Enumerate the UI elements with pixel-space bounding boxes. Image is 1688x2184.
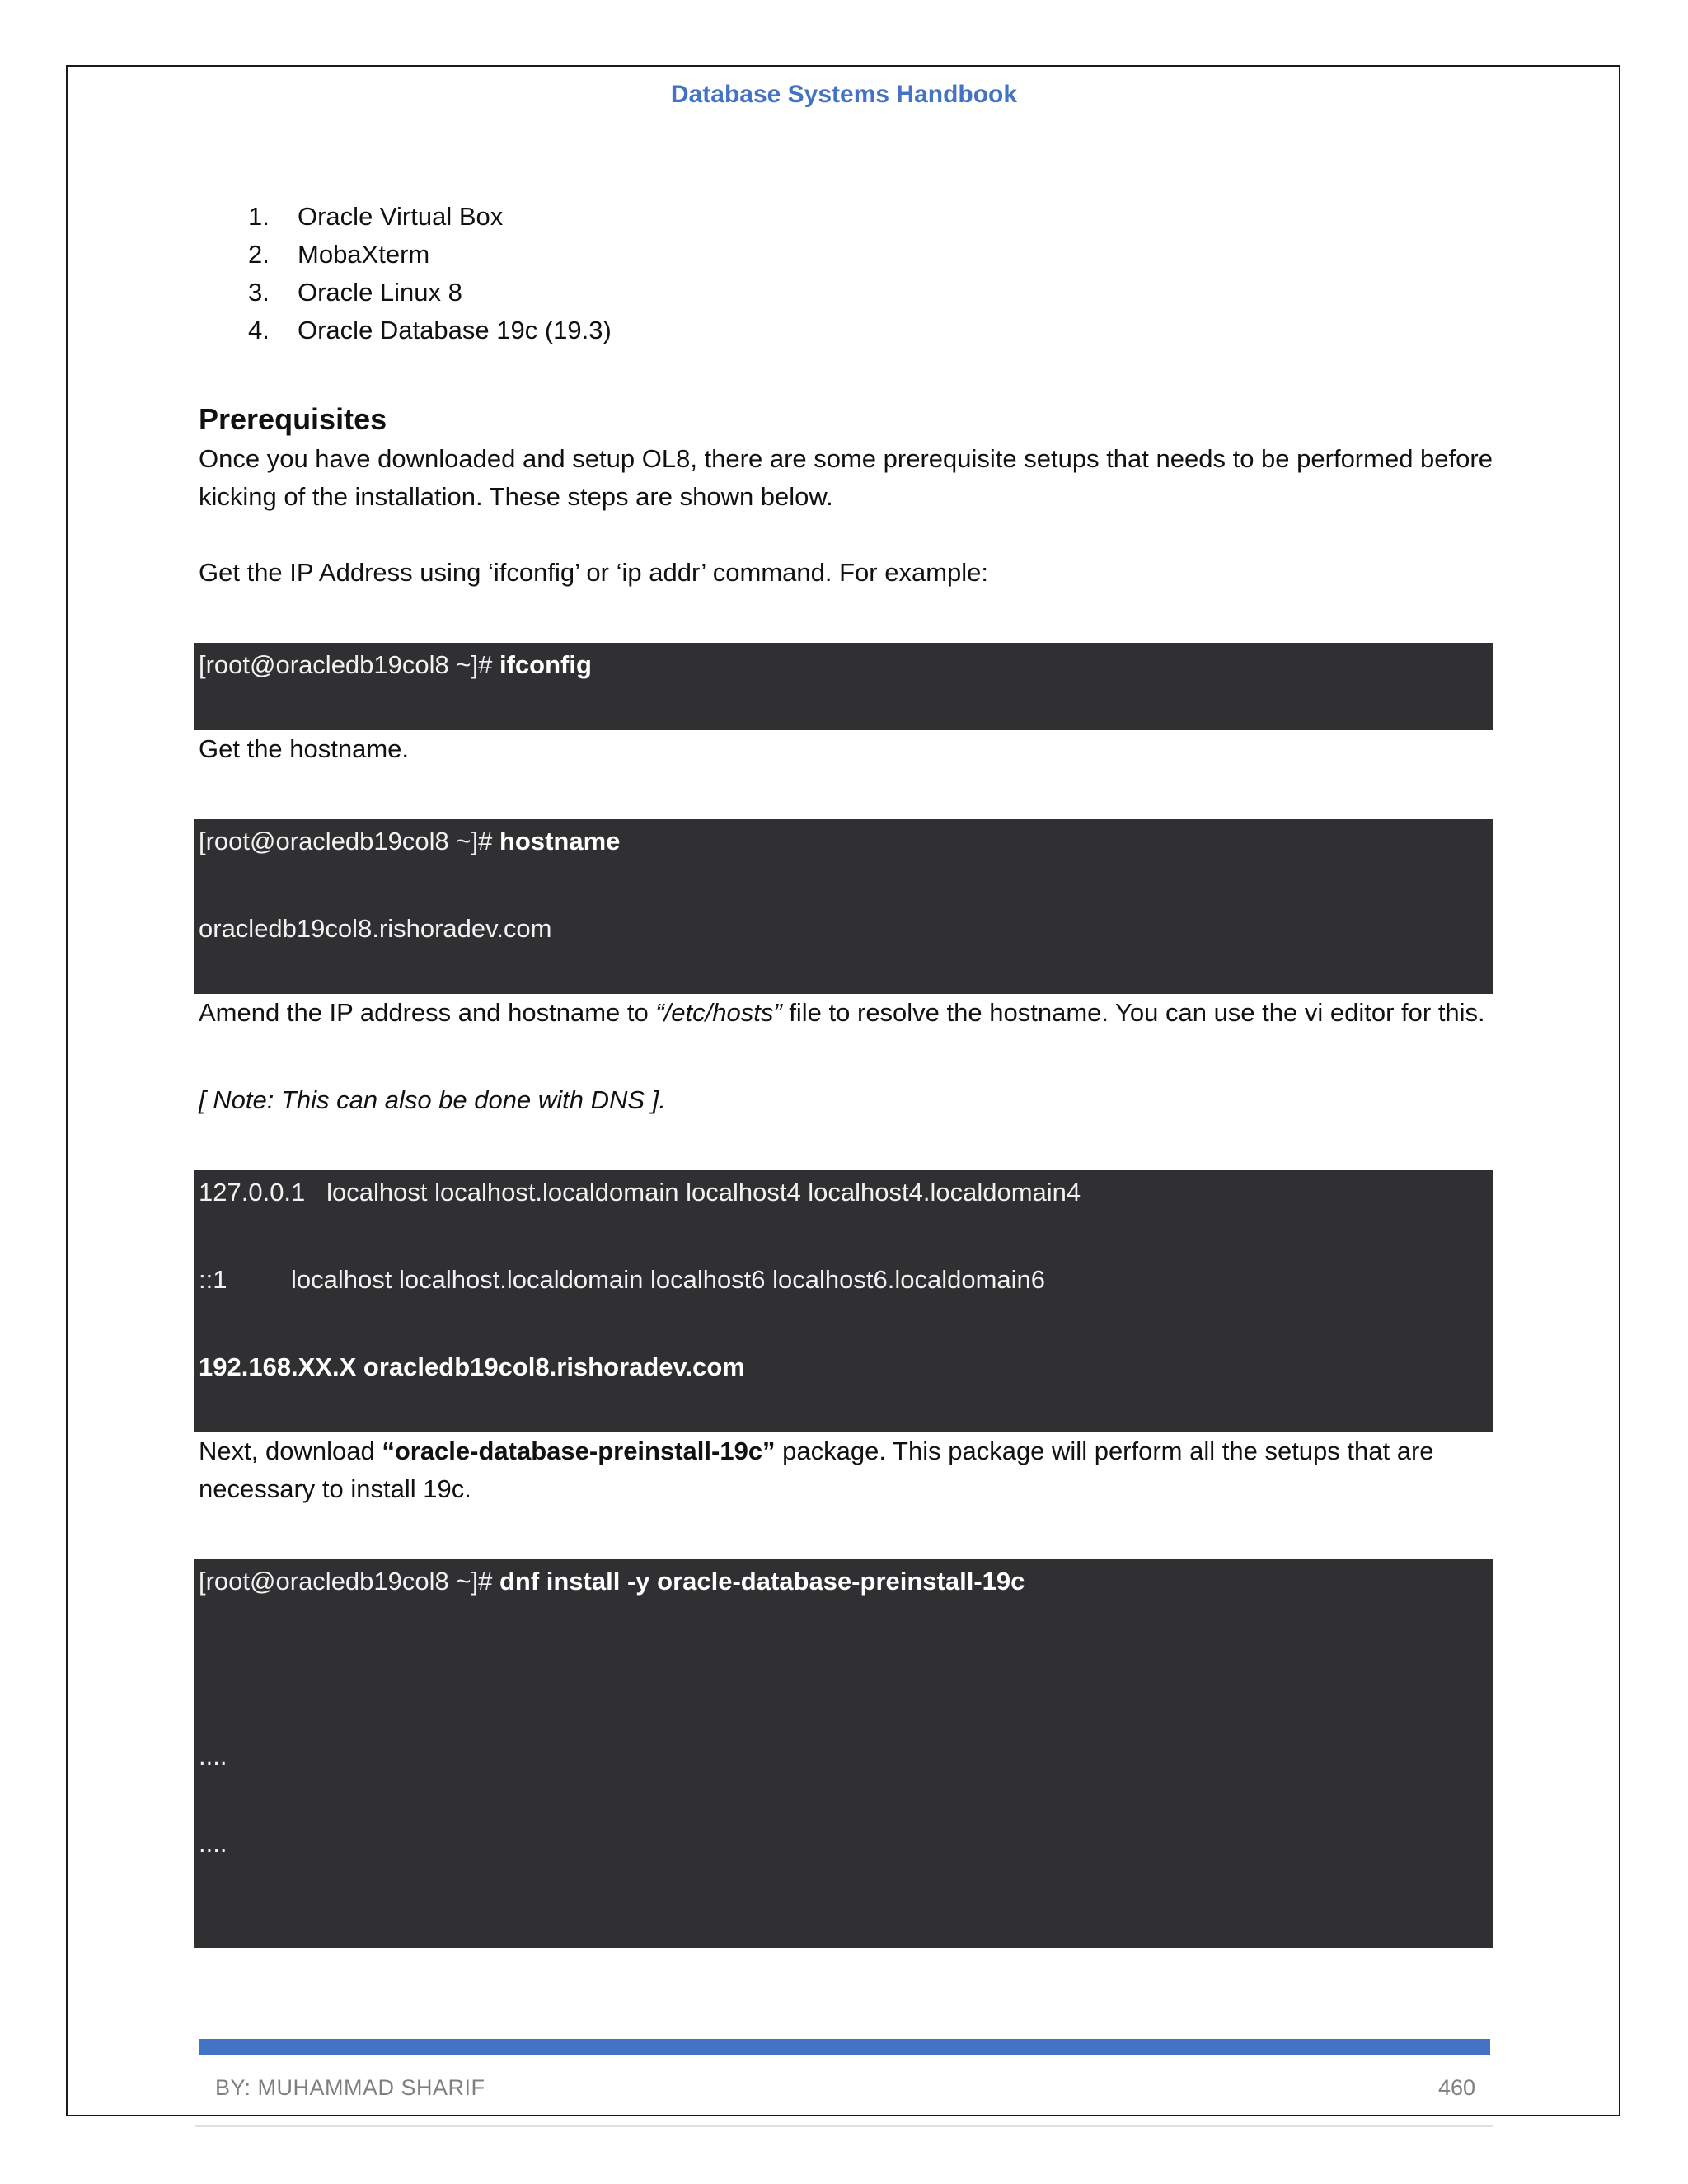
hosts-path: “/etc/hosts”	[655, 998, 782, 1027]
hosts-line: 127.0.0.1 localhost localhost.localdomain localhost4 localhost4.localdomain4	[199, 1178, 1081, 1207]
list-text: Oracle Linux 8	[298, 278, 462, 307]
footer-author: BY: MUHAMMAD SHARIF	[215, 2075, 485, 2100]
page-header-title: Database Systems Handbook	[670, 81, 1018, 108]
list-text: MobaXterm	[298, 240, 430, 269]
footer-page-number: 460	[1437, 2075, 1475, 2100]
section-heading: Prerequisites	[199, 402, 387, 436]
list-item	[199, 312, 1493, 349]
footer-divider	[195, 2125, 1493, 2127]
hosts-line: 192.168.XX.X oracledb19col8.rishoradev.com	[199, 1352, 745, 1381]
code-block-hostname	[194, 819, 1493, 994]
tools-list	[199, 198, 1493, 349]
list-item	[199, 274, 1493, 312]
list-number: 1.	[248, 202, 270, 231]
list-item	[199, 236, 1493, 274]
list-item	[199, 198, 1493, 236]
intro-paragraph: Once you have downloaded and setup OL8, there are some prerequisite setups that needs to be performed before kicking of the installation. These steps are shown below.	[199, 444, 1493, 511]
hosts-line: ::1 localhost localhost.localdomain localhost6 localhost6.localdomain6	[199, 1265, 1046, 1294]
footer-accent-bar	[199, 2039, 1490, 2055]
shell-output: oracledb19col8.rishoradev.com	[199, 914, 552, 943]
code-block-dnf-install	[194, 1559, 1493, 1948]
shell-prompt: [root@oracledb19col8 ~]#	[199, 1567, 499, 1596]
ip-paragraph: Get the IP Address using ‘ifconfig’ or ‘ip addr’ command. For example:	[199, 558, 989, 587]
shell-prompt: [root@oracledb19col8 ~]#	[199, 650, 499, 679]
shell-command: dnf install -y oracle-database-preinstall-19c	[499, 1567, 1025, 1596]
list-number: 3.	[248, 278, 270, 307]
package-name: “oracle-database-preinstall-19c”	[382, 1436, 776, 1465]
code-block-ifconfig	[194, 643, 1493, 730]
document-body	[199, 198, 1493, 1948]
shell-command: ifconfig	[499, 650, 592, 679]
list-number: 4.	[248, 316, 270, 344]
shell-prompt: [root@oracledb19col8 ~]#	[199, 827, 499, 855]
shell-output: ....	[199, 1829, 227, 1858]
amend-paragraph: Amend the IP address and hostname to “/etc/hosts” file to resolve the hostname. You can use the vi editor for this.	[199, 998, 1485, 1027]
code-block-hosts-file	[194, 1170, 1493, 1432]
list-text: Oracle Database 19c (19.3)	[298, 316, 612, 344]
list-text: Oracle Virtual Box	[298, 202, 504, 231]
next-paragraph: Next, download “oracle-database-preinstall-19c” package. This package will perform all the setups that are necessary to install 19c.	[199, 1436, 1434, 1503]
note-text: [ Note: This can also be done with DNS ].	[199, 1085, 666, 1114]
list-number: 2.	[248, 240, 270, 269]
shell-command: hostname	[499, 827, 621, 855]
hostname-paragraph: Get the hostname.	[199, 734, 410, 763]
shell-output: ....	[199, 1741, 227, 1770]
